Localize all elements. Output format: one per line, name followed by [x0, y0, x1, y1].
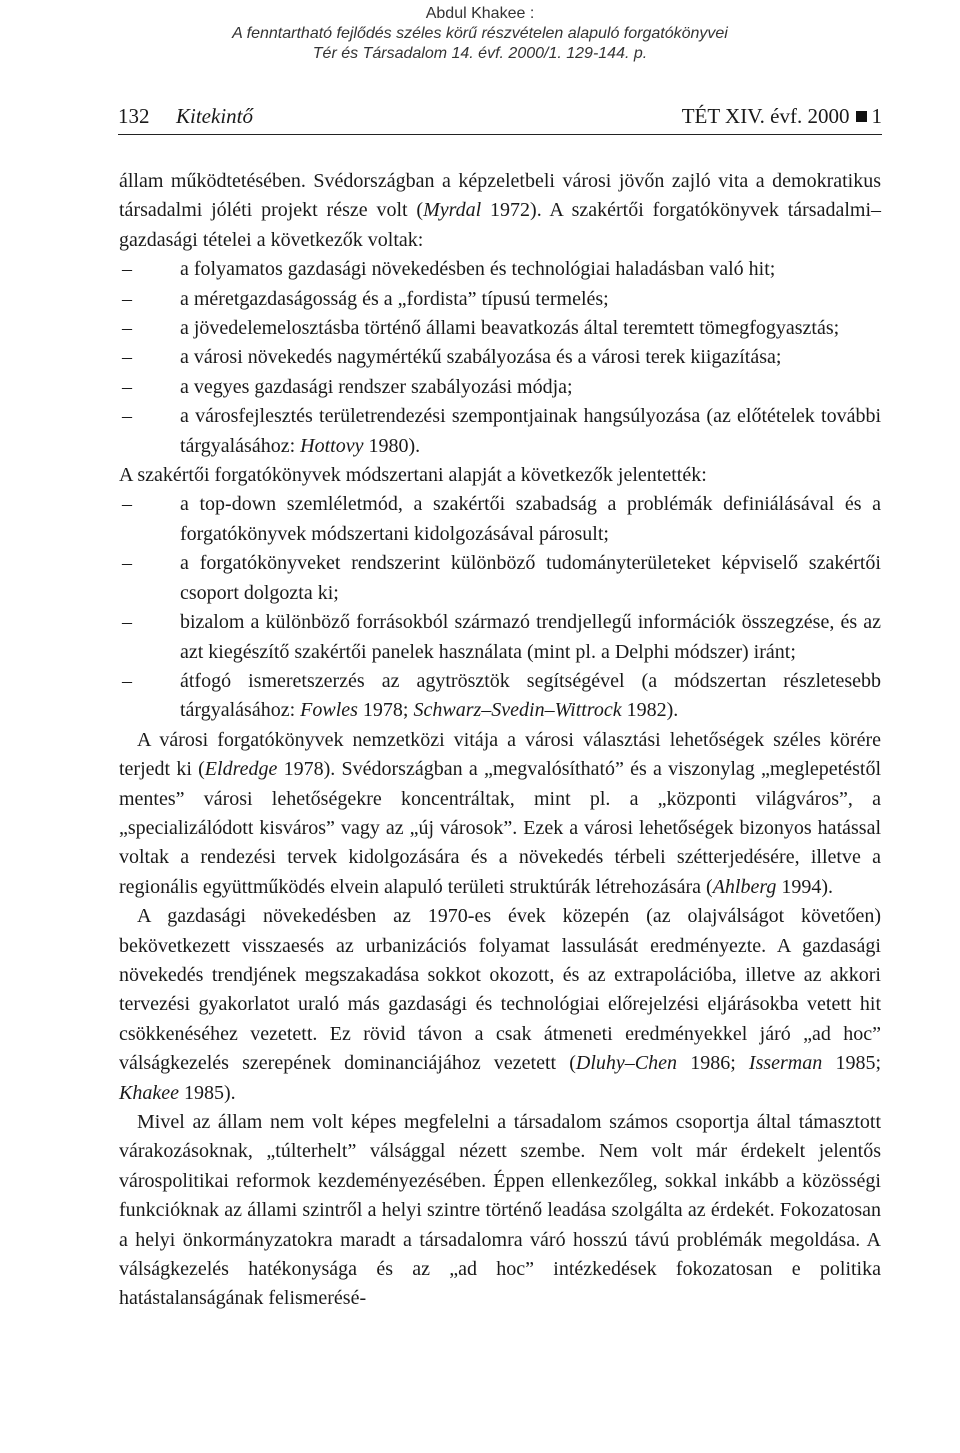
journal-info [682, 104, 882, 129]
journal-name: TÉT XIV. évf. 2000 [681, 104, 850, 128]
dash-bullet: – [122, 258, 132, 281]
list-item: – a vegyes gazdasági rendszer szabályozási módja; [119, 373, 881, 402]
dash-bullet: – [122, 405, 132, 428]
dash-bullet: – [122, 346, 132, 369]
section-title: Kitekintő [176, 104, 253, 128]
citation-source: Tér és Társadalom 14. évf. 2000/1. 129-144. p. [312, 45, 648, 62]
list-item: – a folyamatos gazdasági növekedésben és technológiai haladásban való hit; [119, 255, 881, 284]
list-methodology [119, 490, 886, 725]
body-text [119, 167, 886, 1314]
citation-ref: Hottovy [300, 434, 364, 457]
list-item: – bizalom a különböző forrásokból származó trendjellegű információk összegzése, és az azt kiegészítő szakértői panelek használata (mint pl. a Delphi módszer) iránt; [119, 608, 881, 667]
citation-title: A fenntartható fejlődés széles körű részvételen alapuló forgatókönyvei [232, 25, 728, 42]
dash-bullet: – [122, 611, 132, 634]
citation-ref: Isserman [748, 1052, 823, 1075]
list-item: – a top-down szemléletmód, a szakértői szabadság a problémák definiálásával és a forgatókönyvek módszertani kidolgozásával párosult; [119, 490, 881, 549]
list-item: – a városfejlesztés területrendezési szempontjainak hangsúlyozása (az előtételek további tárgyalásához: Hottovy 1980). [119, 402, 881, 461]
dash-bullet: – [122, 287, 132, 310]
citation-author: Abdul Khakee : [425, 5, 535, 22]
running-head [118, 104, 882, 135]
citation-ref: Fowles [300, 699, 358, 722]
citation-ref: Eldredge [204, 758, 278, 781]
citation-ref: Schwarz–Svedin–Wittrock [413, 699, 622, 722]
dash-bullet: – [122, 552, 132, 575]
issue-number: 1 [871, 104, 882, 128]
paragraph-2: A szakértői forgatókönyvek módszertani alapját a következők jelentették: [119, 464, 707, 487]
paragraph-4: A gazdasági növekedésben az 1970-es évek közepén (az olajválságot követően) bekövetkezett visszaesés az urbanizációs folyamat lassulását eredményezte. A gazdasági növekedés trendjének megszakadása sokkot okozott, és az extrapolációba, illetve az akkori tervezési gyakorlatot uraló más gazdasági és technológiai előrejelzési eljárásokba vetett hit csökkenéséhez vezetett. Ez rövid távon a csak átmeneti eredményekkel járó „ad hoc” válságkezelés szerepének dominanciájához vezetett (Dluhy–Chen 1986; Isserman 1985; Khakee 1985). [119, 905, 881, 1104]
list-item: – a városi növekedés nagymértékű szabályozása és a városi terek kiigazítása; [119, 343, 881, 372]
paragraph-3: A városi forgatókönyvek nemzetközi vitája a városi választási lehetőségek széles körére terjedt ki (Eldredge 1978). Svédországban a „megvalósítható” és a viszonylag „meglepetéstől mentes” városi lehetőségekre koncentráltak, mint pl. a „központi világváros”, a „specializálódott kisváros” vagy az „új városok”. Ezek a városi lehetőségek bizonyos hatással voltak a rendezési tervek kidolgozására és a növekedés térbeli szétterjedésére, illetve a regionális együttműködés elvein alapuló területi struktúrák létrehozására (Ahlberg 1994). [119, 728, 882, 898]
page-number: 132 [118, 104, 150, 128]
list-item: – a méretgazdaságosság és a „fordista” típusú termelés; [119, 285, 881, 314]
dash-bullet: – [122, 375, 132, 398]
citation-ref: Ahlberg [712, 875, 777, 898]
citation-ref: Khakee [119, 1081, 179, 1104]
dash-bullet: – [122, 669, 132, 692]
citation-block [0, 4, 960, 64]
text-run: állam működtetésében. Svédországban a képzeletbeli városi jövőn zajló vita a demokratikus társadalmi jóléti projekt része volt ( [119, 170, 881, 222]
dash-bullet: – [122, 317, 132, 340]
citation-ref: Dluhy–Chen [575, 1052, 678, 1075]
dash-bullet: – [122, 493, 132, 516]
text-run: 1972). A szakértői forgatókönyvek társadalmi–gazdasági tételei a következők voltak: [119, 199, 882, 251]
list-item: – a jövedelemelosztásba történő állami beavatkozás által teremtett tömegfogyasztás; [119, 314, 881, 343]
list-item: – átfogó ismeretszerzés az agytrösztök segítségével (a módszertan részletesebb tárgyalásához: Fowles 1978; Schwarz–Svedin–Wittrock 1982). [119, 667, 881, 726]
citation-ref: Myrdal [423, 199, 482, 222]
paragraph-5: Mivel az állam nem volt képes megfelelni a társadalom számos csoportja által támasztott várakozásoknak, „túlterhelt” válsággal nézett szembe. Nem volt már érdekelt jelentős várospolitikai reformok kezdeményezésében. Éppen ellenkezőleg, sokkal inkább a közösségi funkcióknak az állami szintről a helyi szintre történő leadása szolgálta az érdekét. Fokozatosan a helyi önkormányzatokra maradt a társadalomra váró hosszú távú problémák megoldása. A válságkezelés hatékonysága és az „ad hoc” intézkedések fokozatosan e politika hatástalanságának felismerésé- [119, 1111, 881, 1310]
paragraph-1 [119, 167, 881, 255]
list-socioeconomic [119, 255, 886, 461]
list-item: – a forgatókönyveket rendszerint különböző tudományterületeket képviselő szakértői csoport dolgozta ki; [119, 549, 881, 608]
square-icon [856, 111, 867, 122]
